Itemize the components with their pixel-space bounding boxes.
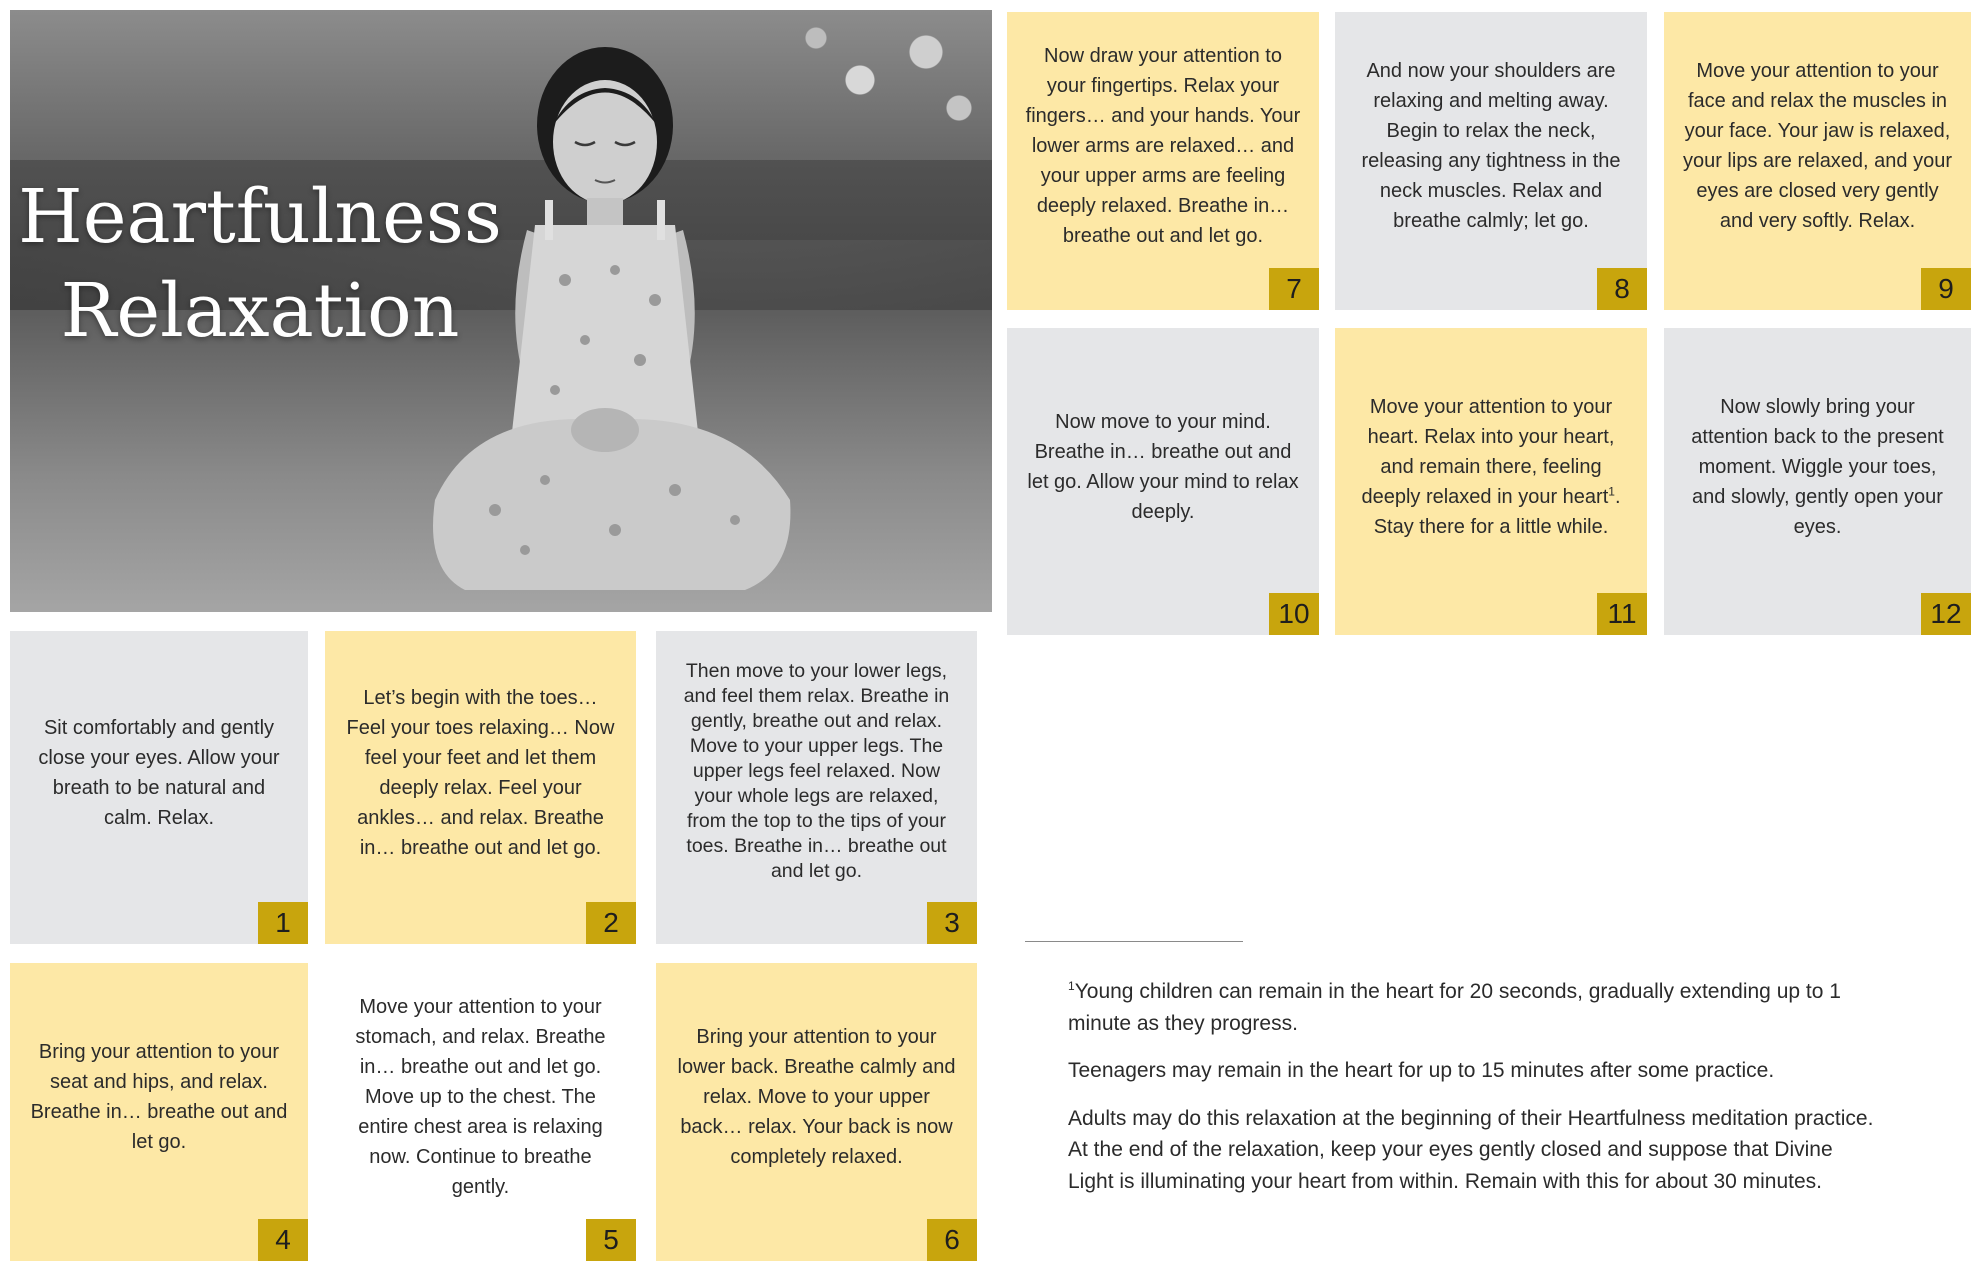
step-card-12 bbox=[1664, 328, 1971, 635]
step-card-11 bbox=[1335, 328, 1647, 635]
step-card-10 bbox=[1007, 328, 1319, 635]
step-text: Then move to your lower legs, and feel them relax. Breathe in gently, breathe out and relax. Move to your upper legs. The upper legs feel relaxed. Now your whole legs are relaxed, from the top to the tips of your toes. Breathe in… breathe out and let go. bbox=[683, 660, 950, 882]
step-number: 10 bbox=[1269, 593, 1319, 635]
footnote-reference: 1 bbox=[1608, 483, 1615, 498]
step-number: 12 bbox=[1921, 593, 1971, 635]
step-card-7 bbox=[1007, 12, 1319, 310]
footnote-marker: 1 bbox=[1068, 979, 1075, 993]
footnote-3: Adults may do this relaxation at the beginning of their Heartfulness meditation practice. At the end of the relaxation, keep your eyes gently closed and suppose that Divine Light is illuminating your heart from within. Remain with this for about 30 minutes. bbox=[1068, 1106, 1874, 1193]
step-text: Move your attention to your face and relax the muscles in your face. Your jaw is relaxed, your lips are relaxed, and your eyes are closed very gently and very softly. Relax. bbox=[1682, 60, 1953, 232]
step-text: Now draw your attention to your fingertips. Relax your fingers… and your hands. Your lower arms are relaxed… and your upper arms are feeling deeply relaxed. Breathe in… breathe out and let go. bbox=[1025, 45, 1301, 247]
step-number: 11 bbox=[1597, 593, 1647, 635]
step-number: 7 bbox=[1269, 268, 1319, 310]
step-text: Move your attention to your stomach, and relax. Breathe in… breathe out and let go. Move up to the chest. The entire chest area is relaxing now. Continue to breathe gently. bbox=[355, 996, 606, 1198]
step-card-1 bbox=[10, 631, 308, 944]
footnote-text: Young children can remain in the heart for 20 seconds, gradually extending up to 1 minute as they progress. bbox=[1068, 980, 1841, 1035]
step-card-2 bbox=[325, 631, 636, 944]
footnotes bbox=[1068, 976, 1878, 1213]
footnote-2: Teenagers may remain in the heart for up to 15 minutes after some practice. bbox=[1068, 1059, 1775, 1082]
step-card-9 bbox=[1664, 12, 1971, 310]
step-card-5 bbox=[325, 963, 636, 1261]
title-line-2: Relaxation bbox=[60, 268, 460, 354]
step-number: 4 bbox=[258, 1219, 308, 1261]
footnote-1 bbox=[1068, 976, 1878, 1039]
step-text-part: . Stay there for a little while. bbox=[1373, 485, 1621, 538]
step-card-4 bbox=[10, 963, 308, 1261]
step-number: 8 bbox=[1597, 268, 1647, 310]
step-number: 5 bbox=[586, 1219, 636, 1261]
step-text: Let’s begin with the toes… Feel your toes relaxing… Now feel your feet and let them deeply relax. Feel your ankles… and relax. Breathe in… breathe out and let go. bbox=[346, 686, 615, 859]
title-line-1: Heartfulness bbox=[18, 174, 502, 260]
step-card-6 bbox=[656, 963, 977, 1261]
step-text: Now slowly bring your attention back to the present moment. Wiggle your toes, and slowly, gently open your eyes. bbox=[1691, 395, 1944, 538]
step-text: Sit comfortably and gently close your eyes. Allow your breath to be natural and calm. Relax. bbox=[38, 716, 280, 829]
step-number: 2 bbox=[586, 902, 636, 944]
step-number: 6 bbox=[927, 1219, 977, 1261]
step-text: Now move to your mind. Breathe in… breathe out and let go. Allow your mind to relax deeply. bbox=[1027, 410, 1299, 523]
step-text-part: Move your attention to your heart. Relax into your heart, and remain there, feeling deeply relaxed in your heart bbox=[1361, 395, 1615, 508]
step-number: 1 bbox=[258, 902, 308, 944]
step-number: 3 bbox=[927, 902, 977, 944]
step-text: Bring your attention to your lower back. Breathe calmly and relax. Move to your upper back… relax. Your back is now completely relaxed. bbox=[677, 1026, 956, 1168]
step-text: Bring your attention to your seat and hips, and relax. Breathe in… breathe out and let go. bbox=[30, 1041, 288, 1153]
step-number: 9 bbox=[1921, 268, 1971, 310]
step-text: And now your shoulders are relaxing and melting away. Begin to relax the neck, releasing any tightness in the neck muscles. Relax and breathe calmly; let go. bbox=[1361, 60, 1621, 232]
step-card-8 bbox=[1335, 12, 1647, 310]
page-title bbox=[10, 170, 510, 358]
footnote-divider bbox=[1025, 941, 1243, 942]
step-card-3 bbox=[656, 631, 977, 944]
step-text bbox=[1335, 392, 1647, 572]
hero-photo bbox=[10, 10, 992, 612]
